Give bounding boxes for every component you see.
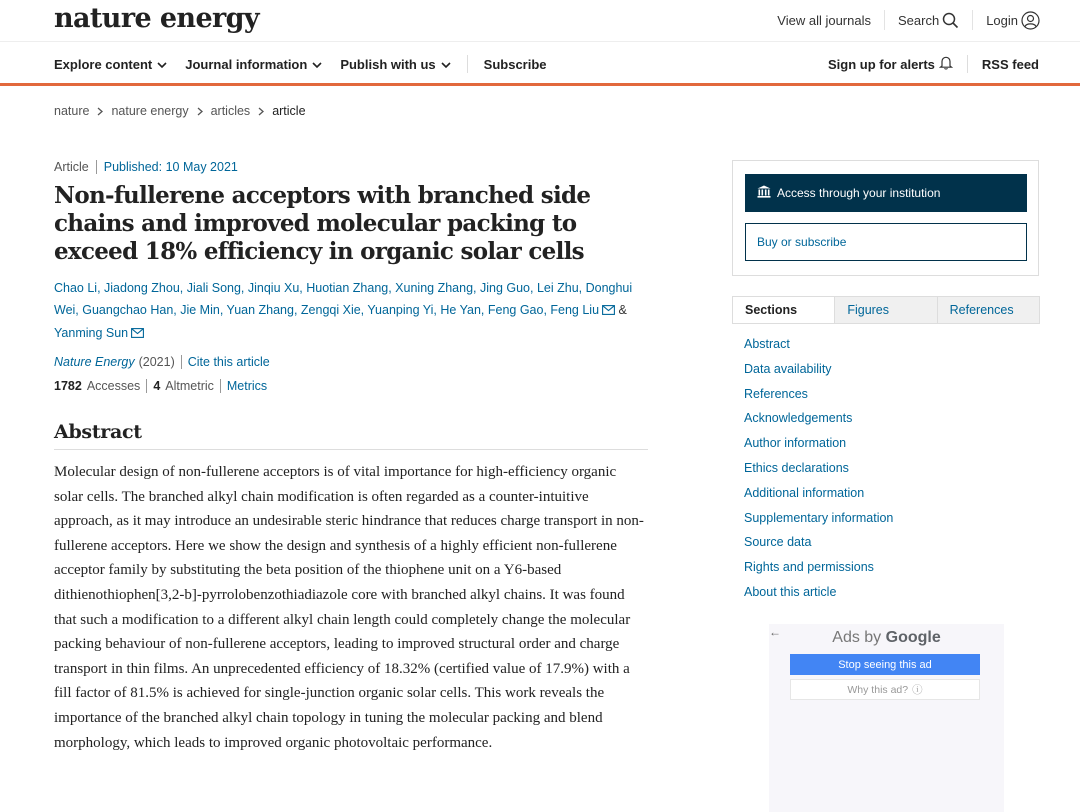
- nav-right: [828, 55, 1039, 73]
- login-label: Login: [986, 12, 1018, 28]
- chevron-down-icon: [157, 57, 167, 72]
- nav-left: [54, 55, 565, 73]
- sign-up-alerts-link[interactable]: [828, 55, 953, 73]
- top-header: [0, 0, 1080, 42]
- search-icon: [942, 12, 959, 29]
- section-link-abstract[interactable]: Abstract: [744, 337, 790, 351]
- section-link-additional-information[interactable]: Additional information: [744, 485, 865, 500]
- altmetric-label: Altmetric: [165, 379, 214, 393]
- nav-divider: [467, 55, 468, 73]
- section-link-about-this-article[interactable]: About this article: [744, 584, 837, 599]
- top-links: [764, 10, 1040, 30]
- chevron-down-icon: [312, 57, 322, 72]
- main-nav: [0, 42, 1080, 86]
- ads-title-prefix: Ads by: [832, 629, 886, 646]
- section-link-rights-and-permissions[interactable]: Rights and permissions: [744, 560, 874, 575]
- access-box: [732, 160, 1039, 276]
- abstract-text: Molecular design of non-fullerene acceptors is of vital importance for high-efficiency organic solar cells. The branched alkyl chain modification is often regarded as a counter-intuitive approach, as it may introduce an undesirable steric hindrance that reduces charge transport in non-fullerene acceptors. Here we show the design and synthesis of a highly efficient non-fullerene acceptor family by substituting the beta position of the thiophene unit on a Y6-based dithienothiophen[3,2-b]-pyrrolobenzothiadiazole core with branched alkyl chains. It was found that such a modification to a different alkyl chain length could completely change the molecular packing behaviour of non-fullerene acceptors, leading to improved structural order and charge transport in thin films. An unprecedented efficiency of 18.32% (certified value of 17.9%) with a fill factor of 81.5% is achieved for single-junction organic solar cells. This work reveals the importance of the branched alkyl chain topology in tuning the molecular packing and blend morphology, which leads to improved organic photovoltaic performance.: [54, 464, 644, 751]
- journal-name[interactable]: Nature Energy: [54, 355, 135, 369]
- author-ampersand: &: [618, 303, 627, 317]
- article-meta: [54, 160, 648, 174]
- article-type: Article: [54, 160, 97, 174]
- nav-subscribe-label: Subscribe: [483, 56, 547, 72]
- user-icon: [1021, 11, 1040, 30]
- section-link-references[interactable]: References: [744, 386, 808, 401]
- view-all-journals-link[interactable]: [764, 10, 884, 30]
- login-link[interactable]: [972, 10, 1040, 30]
- article-title: Non-fullerene acceptors with branched side chains and improved molecular packing to exceed 18% efficiency in organic solar cells: [54, 182, 591, 265]
- tab-references[interactable]: [937, 296, 1040, 323]
- nav-journal-info-label: Journal information: [185, 56, 308, 72]
- search-link[interactable]: [884, 10, 972, 30]
- metrics-link[interactable]: Metrics: [226, 379, 268, 393]
- institution-icon: [757, 185, 771, 201]
- email-icon[interactable]: [602, 300, 615, 322]
- ads-by-google-label: [769, 629, 1004, 647]
- tab-figures-label: Figures: [847, 303, 890, 317]
- tab-sections-label: Sections: [745, 303, 798, 317]
- rss-feed-link[interactable]: [982, 57, 1039, 72]
- breadcrumb-nature[interactable]: nature: [54, 104, 90, 118]
- tab-references-label: References: [949, 303, 1014, 317]
- sidebar-tabs: [732, 296, 1040, 324]
- nav-publish-label: Publish with us: [340, 56, 436, 72]
- buy-or-subscribe-button[interactable]: [745, 223, 1027, 261]
- author-last[interactable]: Yanming Sun: [54, 326, 129, 340]
- section-link-ethics-declarations[interactable]: Ethics declarations: [744, 460, 849, 475]
- article-main: [54, 160, 648, 755]
- article-metrics: [54, 379, 648, 393]
- back-arrow-icon[interactable]: ←: [769, 625, 781, 639]
- chevron-right-icon: [258, 107, 264, 116]
- breadcrumb: [54, 104, 306, 118]
- breadcrumb-nature-energy[interactable]: nature energy: [111, 104, 189, 118]
- breadcrumb-article: article: [272, 104, 306, 118]
- buy-button-label: Buy or subscribe: [757, 235, 847, 249]
- nav-subscribe[interactable]: [484, 57, 547, 72]
- section-list: [744, 332, 893, 605]
- section-link-acknowledgements[interactable]: Acknowledgements: [744, 411, 853, 426]
- accesses-group: [54, 379, 147, 393]
- journal-logo[interactable]: nature energy: [54, 3, 260, 34]
- section-link-source-data[interactable]: Source data: [744, 535, 812, 550]
- accesses-count: 1782: [54, 379, 82, 393]
- google-brand: Google: [885, 629, 941, 646]
- author-list: [54, 277, 634, 345]
- access-through-institution-button[interactable]: [745, 174, 1027, 212]
- accesses-label: Accesses: [86, 379, 141, 393]
- view-all-journals-label: View all journals: [777, 12, 871, 28]
- why-this-ad-label: Why this ad?: [847, 683, 909, 696]
- stop-seeing-ad-button[interactable]: [790, 654, 980, 675]
- altmetric-group: [153, 379, 221, 393]
- section-link-data-availability[interactable]: Data availability: [744, 361, 832, 376]
- email-icon[interactable]: [131, 323, 144, 345]
- why-this-ad-button[interactable]: [790, 679, 980, 700]
- nav-publish-with-us[interactable]: [340, 57, 450, 72]
- authors-links[interactable]: Chao Li, Jiadong Zhou, Jiali Song, Jinqiu Xu, Huotian Zhang, Xuning Zhang, Jing Guo, Lei Zhu, Donghui Wei, Guangchao Han, Jie Min, Yuan Zhang, Zengqi Xie, Yuanping Yi, He Yan, Feng Gao, Feng Liu: [54, 281, 633, 317]
- nav-explore-label: Explore content: [54, 56, 153, 72]
- section-link-supplementary-information[interactable]: Supplementary information: [744, 510, 894, 525]
- search-label: Search: [897, 12, 940, 28]
- publish-date: Published: 10 May 2021: [103, 160, 238, 174]
- tab-figures[interactable]: [834, 296, 937, 323]
- chevron-right-icon: [97, 107, 103, 116]
- rss-label: RSS feed: [981, 56, 1039, 72]
- access-button-label: Access through your institution: [777, 186, 941, 200]
- abstract-heading: Abstract: [54, 421, 648, 450]
- altmetric-count: 4: [153, 379, 161, 393]
- chevron-right-icon: [197, 107, 203, 116]
- stop-seeing-ad-label: Stop seeing this ad: [838, 658, 932, 671]
- chevron-down-icon: [441, 57, 451, 72]
- section-link-author-information[interactable]: Author information: [744, 436, 847, 451]
- nav-explore-content[interactable]: [54, 57, 167, 72]
- journal-citation: [54, 355, 648, 369]
- info-icon: ⓘ: [912, 684, 923, 696]
- alerts-label: Sign up for alerts: [828, 56, 935, 72]
- nav-journal-information[interactable]: [185, 57, 322, 72]
- ad-panel: [769, 624, 1004, 812]
- cite-this-article-link[interactable]: Cite this article: [187, 355, 270, 369]
- breadcrumb-articles[interactable]: articles: [210, 104, 251, 118]
- nav-divider: [967, 55, 968, 73]
- bell-icon: [939, 55, 953, 73]
- tab-sections[interactable]: [732, 296, 835, 323]
- journal-year: (2021): [139, 355, 182, 369]
